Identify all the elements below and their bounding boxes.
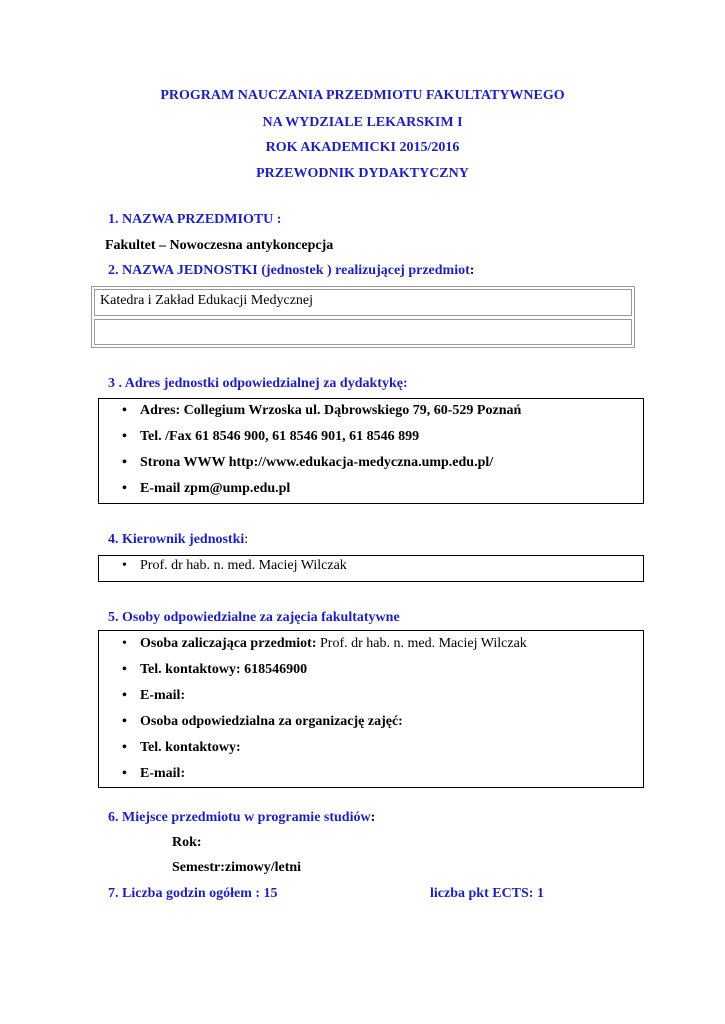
bullet-icon: • [122,558,127,573]
section4-heading [108,532,248,548]
persons-item-1 [122,636,527,652]
total-hours: 7. Liczba godzin ogółem : 15 [108,886,278,901]
organizer-email: E-mail: [140,766,186,781]
website-text: Strona WWW http://www.edukacja-medyczna.ump.edu.pl/ [140,455,494,470]
website-item [122,455,493,471]
section5-heading: 5. Osoby odpowiedzialne za zajęcia fakultatywne [108,610,400,625]
section3-heading-text: 3 . Adres jednostki odpowiedzialnej za dydaktykę [108,376,403,391]
section6-colon: : [370,810,376,825]
bullet-icon: • [122,403,127,418]
semester-label: Semestr:zimowy/letni [172,860,302,875]
persons-item-3 [122,688,185,704]
bullet-icon: • [122,714,127,729]
bullet-icon: • [122,688,127,703]
phone-text: Tel. /Fax 61 8546 900, 61 8546 901, 61 8546 899 [140,429,420,444]
bullet-icon: • [122,766,127,781]
bullet-icon: • [122,455,127,470]
ects-points: liczba pkt ECTS: 1 [430,886,544,901]
bullet-icon: • [122,740,127,755]
head-text: Prof. dr hab. n. med. Maciej Wilczak [140,558,347,573]
examiner-phone: Tel. kontaktowy: 618546900 [140,662,308,677]
email-text: E-mail zpm@ump.edu.pl [140,481,291,496]
course-name: Fakultet – Nowoczesna antykoncepcja [105,238,334,253]
section4-colon: : [244,532,249,547]
persons-item-2 [122,662,307,678]
bullet-icon: • [122,429,127,444]
unit-table-row-2 [94,319,632,345]
persons-box [98,630,644,788]
examiner-label: Osoba zaliczająca przedmiot: [140,636,317,651]
organizer-phone: Tel. kontaktowy: [140,740,241,755]
section2-heading-text: 2. NAZWA JEDNOSTKI (jednostek ) realizującej przedmiot [108,263,470,278]
address-item [122,403,521,419]
persons-item-4 [122,714,403,730]
title-line-3: ROK AKADEMICKI 2015/2016 [265,140,460,155]
examiner-email: E-mail: [140,688,186,703]
unit-table-row-1: Katedra i Zakład Edukacji Medycznej [94,289,632,316]
section6-heading-text: 6. Miejsce przedmiotu w programie studiów [108,810,371,825]
persons-item-5 [122,740,241,756]
bullet-icon: • [122,662,127,677]
section6-heading [108,810,375,826]
year-label: Rok: [172,835,202,850]
title-line-1: PROGRAM NAUCZANIA PRZEDMIOTU FAKULTATYWNEGO [160,88,565,103]
section2-colon: : [469,263,475,278]
bullet-icon: • [122,481,127,496]
section2-heading [108,263,474,279]
examiner-value: Prof. dr hab. n. med. Maciej Wilczak [316,636,527,651]
email-item [122,481,290,497]
address-text: Adres: Collegium Wrzoska ul. Dąbrowskiego 79, 60-529 Poznań [140,403,522,418]
phone-item [122,429,419,445]
persons-item-6 [122,766,185,782]
title-line-4: PRZEWODNIK DYDAKTYCZNY [256,166,469,181]
title-line-2: NA WYDZIALE LEKARSKIM I [262,115,463,130]
organizer-label: Osoba odpowiedzialna za organizację zajęć: [140,714,403,729]
section4-heading-text: 4. Kierownik jednostki [108,532,245,547]
section3-heading [108,376,408,392]
head-item [122,558,347,574]
section1-heading: 1. NAZWA PRZEDMIOTU : [108,212,282,227]
section3-colon: : [402,376,408,391]
bullet-icon: • [122,636,127,651]
